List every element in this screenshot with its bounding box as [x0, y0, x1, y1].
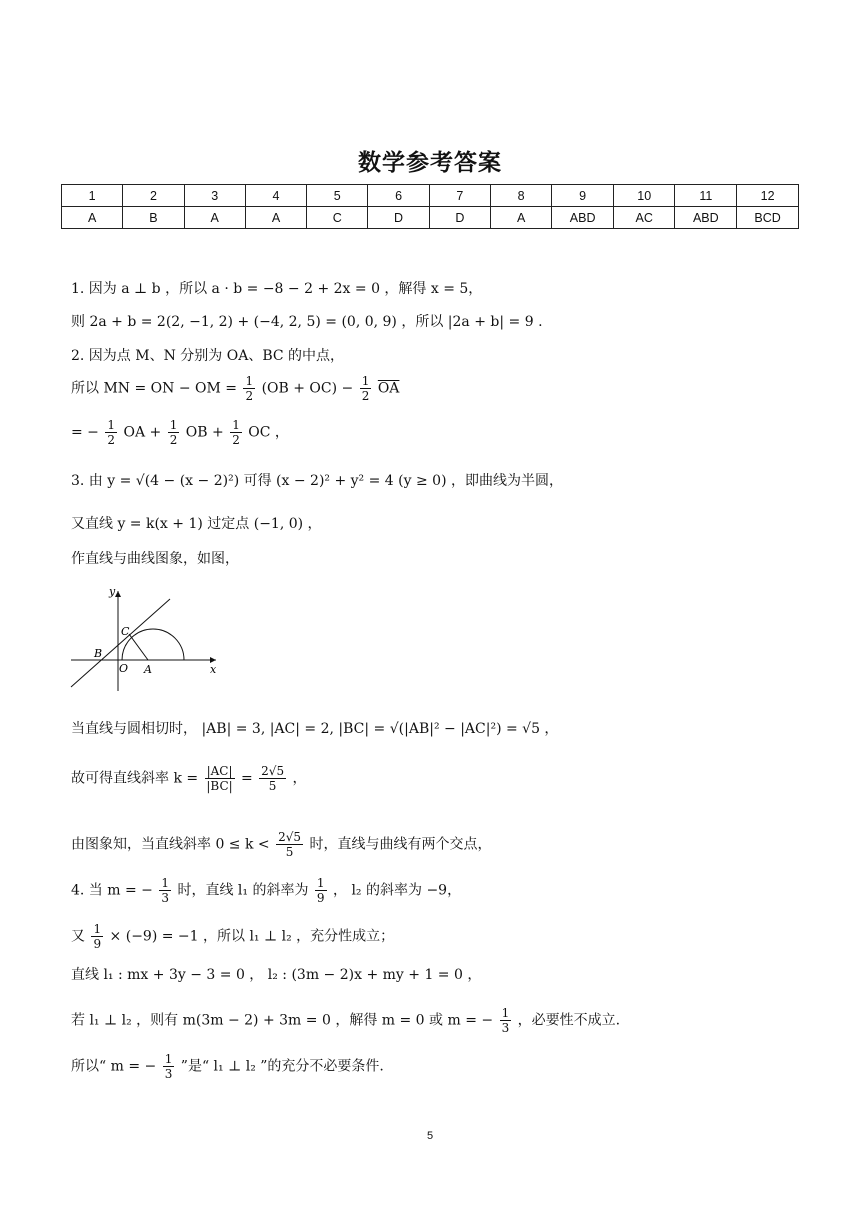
answer-cell: BCD: [737, 207, 799, 229]
solution-4-text: 又: [71, 928, 85, 945]
answer-table-answer-row: [62, 207, 799, 229]
question-number: 1: [62, 185, 123, 207]
answer-cell: D: [368, 207, 429, 229]
answer-cell: A: [245, 207, 306, 229]
numerator: |AC|: [206, 764, 233, 778]
label-x: x: [210, 663, 217, 676]
solution-4-text: 4. 当 m = −: [71, 882, 153, 899]
solution-2-text: OB +: [185, 424, 224, 441]
fraction-two-root5-over-5: [276, 830, 303, 859]
answer-cell: ABD: [675, 207, 737, 229]
solution-2-line-2: [71, 374, 399, 403]
answer-cell: A: [184, 207, 245, 229]
fraction-one-third: [159, 876, 171, 905]
numerator: 1: [164, 1052, 173, 1066]
denominator: 3: [164, 1067, 173, 1081]
answer-cell: C: [307, 207, 368, 229]
fraction-one-ninth: [91, 922, 103, 951]
denominator: 9: [93, 937, 102, 951]
numerator: 1: [107, 418, 116, 432]
answer-cell: D: [429, 207, 490, 229]
denominator: 3: [501, 1021, 510, 1035]
solution-2-line-3: [71, 418, 289, 447]
fraction-one-half: [168, 418, 180, 447]
solution-4-text: ，必要性不成立.: [517, 1012, 621, 1029]
numerator: 2√5: [278, 830, 302, 844]
denominator: 3: [161, 891, 169, 905]
solution-3-line-1: 3. 由 y = √(4 − (x − 2)²) 可得 (x − 2)² + y² = 4 (y ≥ 0) ，即曲线为半圆，: [71, 473, 563, 489]
question-number: 2: [123, 185, 184, 207]
label-y: y: [109, 585, 116, 598]
solution-2-text: $\overline{OA}$: [377, 380, 400, 397]
label-o: O: [119, 662, 129, 675]
answer-cell: A: [491, 207, 552, 229]
solution-2-text: = −: [71, 424, 99, 441]
denominator: 2: [361, 389, 370, 403]
label-b: B: [94, 647, 103, 660]
denominator: |BC|: [206, 779, 233, 793]
numerator: 2√5: [261, 764, 285, 778]
solution-4-text: ， l₂ 的斜率为 −9，: [333, 882, 462, 899]
solution-4-line-4: [71, 1006, 620, 1035]
solution-3-text: =: [240, 770, 253, 787]
answer-cell: A: [62, 207, 123, 229]
solution-3-text: 由图象知，当直线斜率 0 ≤ k <: [71, 836, 270, 853]
denominator: 5: [268, 779, 277, 793]
denominator: 2: [169, 433, 178, 447]
answer-cell: B: [123, 207, 184, 229]
solution-2-text: (OB + OC) −: [261, 380, 354, 397]
question-number: 9: [552, 185, 614, 207]
solution-3-line-3: 作直线与曲线图象，如图，: [71, 551, 239, 567]
solution-3-text: 故可得直线斜率 k =: [71, 770, 199, 787]
question-number: 5: [307, 185, 368, 207]
question-number: 12: [737, 185, 799, 207]
solution-1-line-2: 则 2a + b = 2(2, −1, 2) + (−4, 2, 5) = (0, 0, 9) ，所以 |2a + b| = 9 .: [71, 314, 543, 330]
question-number: 6: [368, 185, 429, 207]
solution-3-text: 时，直线与曲线有两个交点，: [309, 836, 492, 853]
solution-4-text: × (−9) = −1 ，所以 l₁ ⊥ l₂ ，充分性成立；: [109, 928, 395, 945]
answer-cell: AC: [613, 207, 675, 229]
denominator: 5: [285, 845, 294, 859]
label-a: A: [144, 663, 152, 676]
solution-2-text: 所以 MN = ON − OM =: [71, 380, 238, 397]
numerator: 1: [316, 876, 325, 890]
fraction-one-half: [105, 418, 117, 447]
radius-segment-ca: [129, 634, 148, 660]
answer-table-number-row: [62, 185, 799, 207]
numerator: 1: [501, 1006, 510, 1020]
fraction-one-third: [500, 1006, 512, 1035]
solution-1-line-1: 1. 因为 a ⊥ b ，所以 a · b = −8 − 2 + 2x = 0 ，解得 x = 5，: [71, 281, 483, 297]
solution-4-line-3: 直线 l₁ : mx + 3y − 3 = 0 ， l₂ : (3m − 2)x + my + 1 = 0 ，: [71, 967, 482, 983]
numerator: 1: [245, 374, 254, 388]
solution-4-line-1: [71, 876, 461, 905]
fraction-two-root5-over-5: [259, 764, 286, 793]
solution-4-text: 若 l₁ ⊥ l₂ ，则有 m(3m − 2) + 3m = 0 ，解得 m = 0 或 m = −: [71, 1012, 494, 1029]
fraction-one-half: [360, 374, 372, 403]
fraction-one-half: [243, 374, 255, 403]
page-title: 数学参考答案: [358, 150, 502, 176]
page-number: 5: [426, 1130, 434, 1142]
solution-3-line-2: 又直线 y = k(x + 1) 过定点 (−1, 0) ，: [71, 516, 322, 532]
denominator: 2: [107, 433, 116, 447]
numerator: 1: [361, 374, 370, 388]
numerator: 1: [232, 418, 240, 432]
question-number: 10: [613, 185, 675, 207]
solution-4-text: 所以“ m = −: [71, 1058, 157, 1075]
solution-2-line-1: 2. 因为点 M、N 分别为 OA、BC 的中点，: [71, 348, 345, 364]
solution-4-text: 时，直线 l₁ 的斜率为: [177, 882, 309, 899]
semicircle-figure: [66, 583, 226, 693]
solution-4-line-5: [71, 1052, 384, 1081]
fraction-ac-over-bc: [205, 764, 235, 793]
solution-3-line-5: 故可得直线斜率 k = $\frac{|AC|}{|BC|}$ = $\frac{2√5}{5}$ ，: [71, 764, 307, 793]
question-number: 3: [184, 185, 245, 207]
numerator: 1: [169, 418, 178, 432]
solution-4-text: ”是“ l₁ ⊥ l₂ ”的充分不必要条件.: [180, 1058, 384, 1075]
question-number: 11: [675, 185, 737, 207]
fraction-one-third: [163, 1052, 175, 1081]
solution-3-line-4: 当直线与圆相切时， |AB| = 3, |AC| = 2, |BC| = √(|AB|² − |AC|²) = √5 ，: [71, 721, 559, 737]
denominator: 9: [316, 891, 325, 905]
denominator: 2: [245, 389, 254, 403]
numerator: 1: [93, 922, 102, 936]
solution-3-line-6: [71, 830, 491, 859]
answer-cell: ABD: [552, 207, 614, 229]
fraction-one-ninth: [315, 876, 327, 905]
label-c: C: [121, 625, 130, 638]
fraction-one-half: [230, 418, 242, 447]
answer-table: [61, 184, 799, 229]
denominator: 2: [232, 433, 240, 447]
numerator: 1: [161, 876, 169, 890]
question-number: 7: [429, 185, 490, 207]
solution-2-text: OC ，: [248, 424, 289, 441]
question-number: 4: [245, 185, 306, 207]
solution-2-text: OA +: [123, 424, 162, 441]
question-number: 8: [491, 185, 552, 207]
solution-4-line-2: [71, 922, 394, 951]
